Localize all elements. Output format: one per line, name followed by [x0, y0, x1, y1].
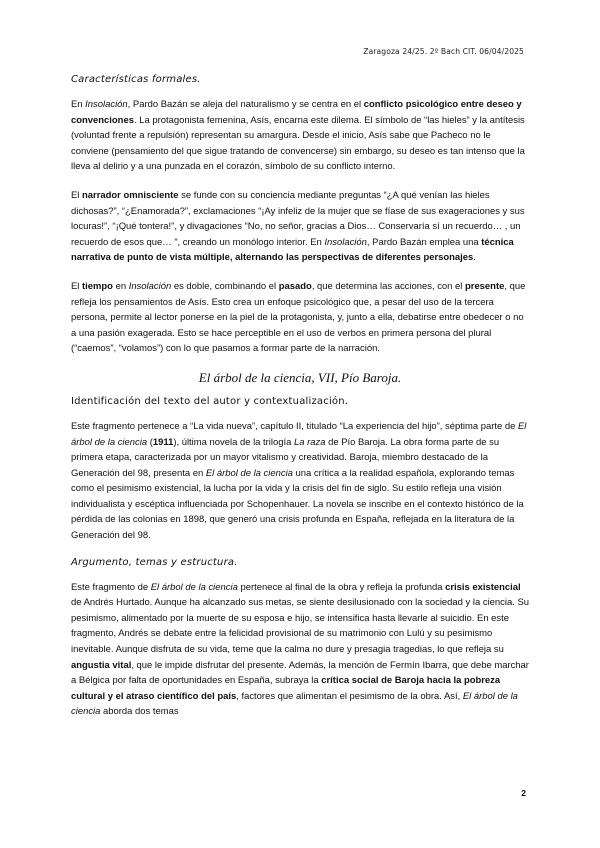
- paragraph-2: El narrador omnisciente se funde con su conciencia mediante preguntas “¿A qué venían las hieles dichosas?”, “¿Enamorada?”, exclamaciones “¡Ay infeliz de la mujer que se fíase de sus exageraciones y sus locuras!”, “¡Qué tontera!”, y divagaciones “No, no señor, gracias a Dios… Conservaría sí un recuerdo… , un recuerdo de esos que… ”, creando un monólogo interior. En Insolación, Pardo Bazán emplea una técnica narrativa de punto de vista múltiple, alternando las perspectivas de diferentes personajes.: [71, 189, 525, 264]
- page-number: 2: [521, 788, 526, 798]
- section-heading-argument: Argumento, temas y estructura.: [71, 556, 238, 568]
- paragraph-1: En Insolación, Pardo Bazán se aleja del naturalismo y se centra en el conflicto psicológico entre deseo y convenciones. La protagonista femenina, Asís, encarna este dilema. El símbolo de “las hieles” y la antítesis (voluntad frente a repulsión) representan su amargura. Desde el inicio, Asís sabe que Pacheco no le conviene (pensamiento del que sigue tratando de convencerse) sin embargo, su deseo es tan intenso que la lleva al delirio y a una punzada en el corazón, símbolo de su conflicto interno.: [71, 99, 525, 173]
- paragraph-4: Este fragmento pertenece a “La vida nueva”, capítulo II, titulado “La experiencia del hijo”, séptima parte de El árbol de la ciencia (1911), última novela de la trilogía La raza de Pío Baroja. La obra forma parte de su primera etapa, caracterizada por un mayor vitalismo y creatividad. Baroja, miembro destacado de la Generación del 98, presenta en El árbol de la ciencia una crítica a la realidad española, explorando temas como el pesimismo existencial, la lucha por la vida y la crisis del fin de siglo. Su estilo refleja una visión individualista y escéptica influenciada por Schopenhauer. La novela se inscribe en el contexto histórico de la pérdida de las colonias en 1898, que generó una crisis profunda en España, reflejada en la literatura de la Generación del 98.: [71, 420, 527, 542]
- section-heading-formal: Características formales.: [71, 74, 201, 85]
- work-title: El árbol de la ciencia, VII, Pío Baroja.: [198, 369, 402, 385]
- paragraph-3: El tiempo en Insolación es doble, combinando el pasado, que determina las acciones, con el presente, que refleja los pensamientos de Asís. Esto crea un enfoque psicológico que, a pesar del uso de la tercera persona, permite al lector ponerse en la piel de la protagonista, y, junto a ella, debatirse entre obedecer o no a una pasión exagerada. Esto se hace perceptible en el uso de verbos en primera persona del plural (“caemos”, “volamos”) con lo que pasamos a formar parte de la narración.: [71, 280, 526, 355]
- section-heading-identification: Identificación del texto del autor y contextualización.: [71, 395, 349, 407]
- page-header: Zaragoza 24/25. 2º Bach CIT. 06/04/2025: [363, 47, 524, 56]
- page-content: [71, 74, 529, 733]
- paragraph-5: Este fragmento de El árbol de la ciencia pertenece al final de la obra y refleja la profunda crisis existencial de Andrés Hurtado. Aunque ha alcanzado sus metas, se siente desilusionado con la sociedad y la ciencia. Su pesimismo, alimentado por la muerte de su esposa e hijo, se intensifica hasta llevarle al suicidio. En este fragmento, Andrés se debate entre la felicidad provisional de su matrimonio con Lulú y su pesimismo inevitable. Aunque disfruta de su vida, teme que la calma no dure y presagia tragedias, lo que refleja su angustia vital, que le impide disfrutar del presente. Además, la mención de Fermín Ibarra, que debe marchar a Bélgica por falta de oportunidades en España, subraya la crítica social de Baroja hacia la pobreza cultural y el atraso científico del país, factores que alimentan el pesimismo de la obra. Así, El árbol de la ciencia aborda dos temas: [71, 581, 530, 718]
